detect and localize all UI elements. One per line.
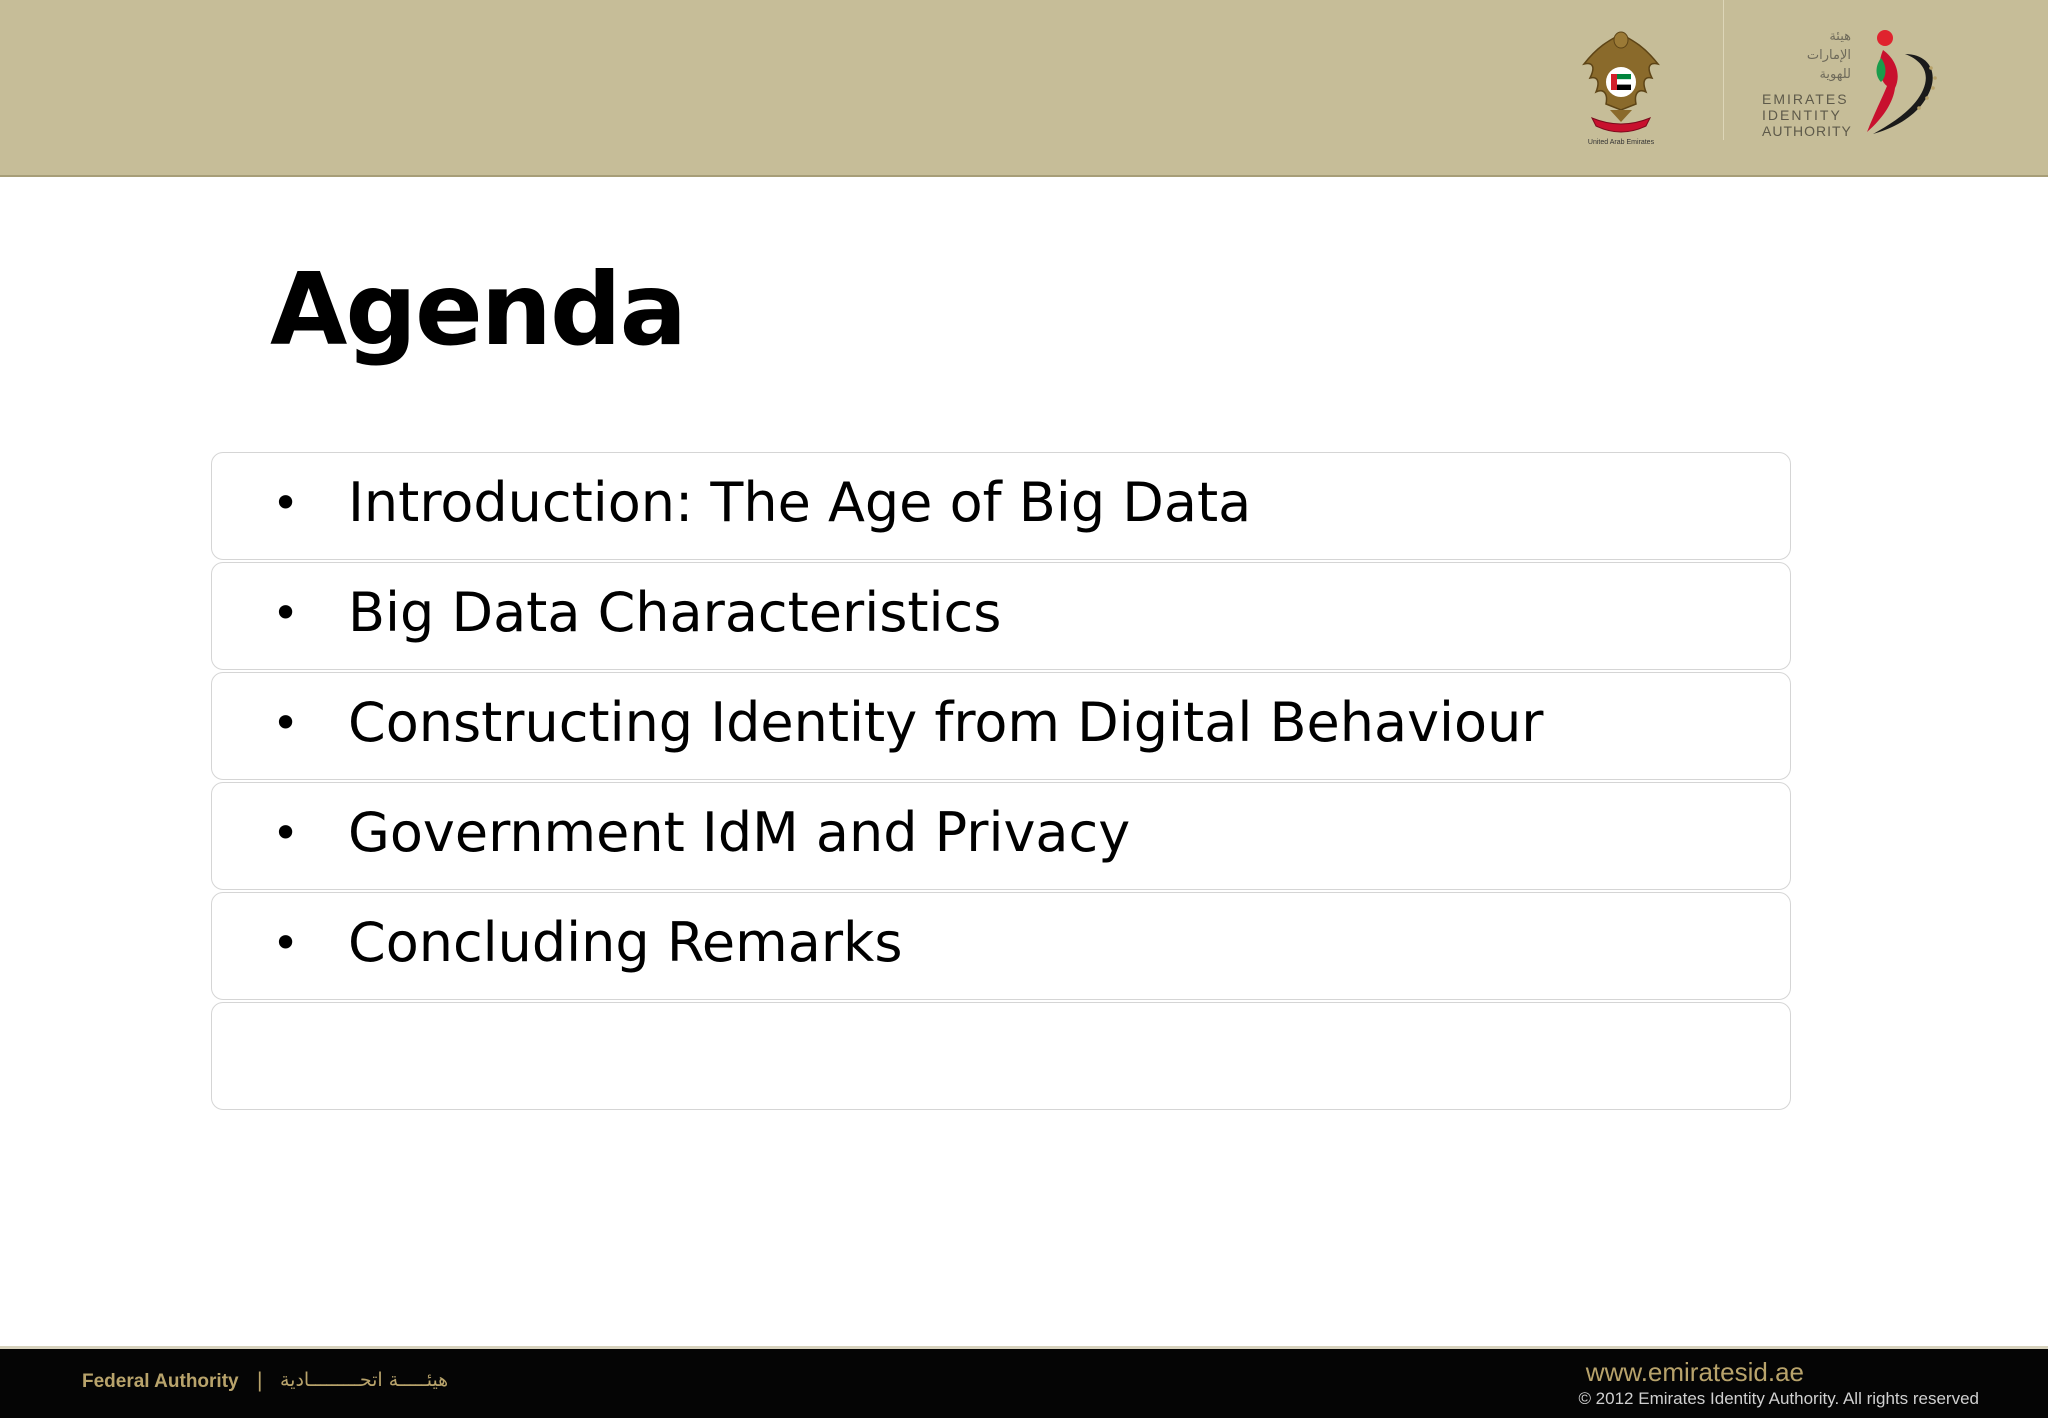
- agenda-item-introduction: [211, 452, 1791, 560]
- logo-arabic-line-3: للهوية: [1819, 67, 1851, 82]
- bullet-icon: •: [272, 916, 300, 970]
- logo-arabic-line-1: هيئة: [1829, 29, 1851, 44]
- footer-federal-authority: Federal Authority: [82, 1371, 239, 1392]
- footer-copyright: © 2012 Emirates Identity Authority. All rights reserved: [1578, 1389, 1979, 1408]
- logo-english-line-2: IDENTITY: [1762, 107, 1842, 123]
- footer-separator: |: [257, 1369, 263, 1392]
- emirates-identity-authority-logo: [1755, 24, 1955, 146]
- footer-arabic-label: هيئـــــة اتحـــــــــادية: [280, 1369, 449, 1391]
- agenda-item-government-idm: [211, 782, 1791, 890]
- emblem-caption: United Arab Emirates: [1587, 139, 1655, 146]
- footer-bar: [0, 1346, 2048, 1418]
- bullet-icon: •: [272, 476, 300, 530]
- agenda-item-concluding-remarks: [211, 892, 1791, 1000]
- agenda-list: [211, 452, 1791, 1112]
- agenda-item-label: Government IdM and Privacy: [348, 801, 1131, 864]
- uae-emblem-logo: [1570, 26, 1672, 146]
- logo-english-line-3: AUTHORITY: [1762, 123, 1852, 139]
- agenda-item-empty: [211, 1002, 1791, 1110]
- agenda-item-label: Constructing Identity from Digital Behaviour: [348, 691, 1544, 754]
- header-divider: [1723, 0, 1724, 140]
- agenda-item-characteristics: [211, 562, 1791, 670]
- agenda-item-constructing-identity: [211, 672, 1791, 780]
- logo-arabic-line-2: الإمارات: [1806, 48, 1851, 63]
- agenda-item-label: Concluding Remarks: [348, 911, 903, 974]
- header-bar: [0, 0, 2048, 177]
- footer-website-link[interactable]: www.emiratesid.ae: [1585, 1357, 1804, 1387]
- agenda-item-label: Big Data Characteristics: [348, 581, 1002, 644]
- bullet-icon: •: [272, 696, 300, 750]
- bullet-icon: •: [272, 806, 300, 860]
- bullet-icon: •: [272, 586, 300, 640]
- logo-english-line-1: EMIRATES: [1762, 91, 1849, 107]
- agenda-item-label: Introduction: The Age of Big Data: [348, 471, 1252, 534]
- slide-title: Agenda: [270, 251, 686, 368]
